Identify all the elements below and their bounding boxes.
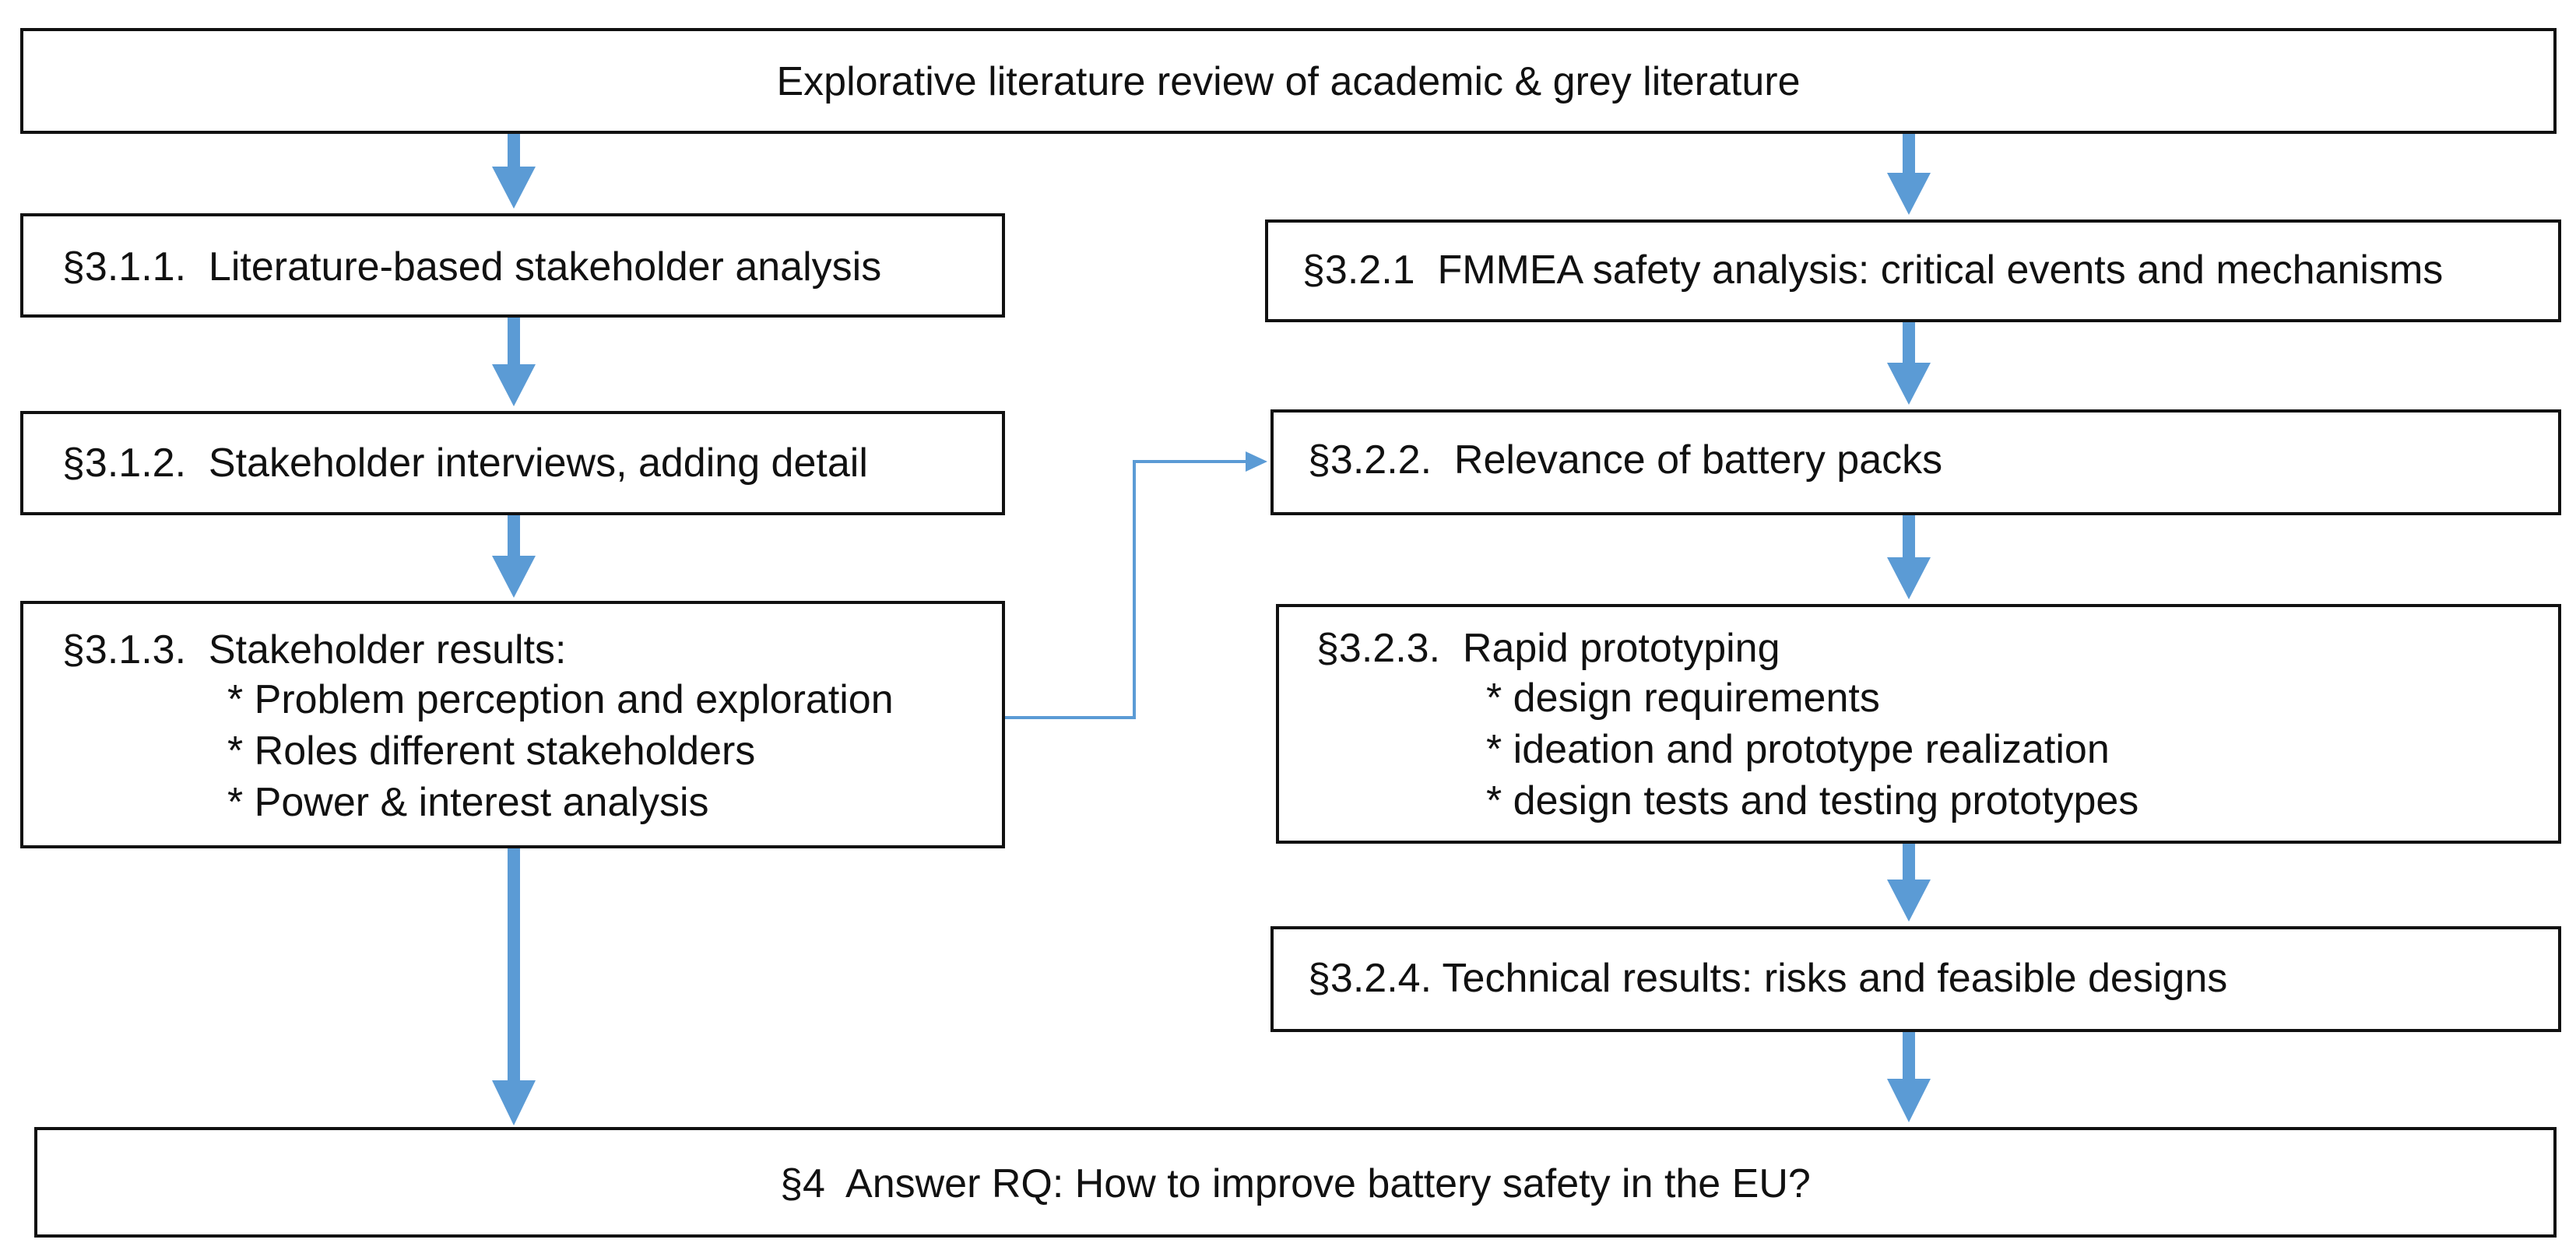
step-3-2-3-box bbox=[1276, 604, 2561, 844]
step-3-1-2-box bbox=[20, 411, 1005, 515]
answer-rq-box bbox=[34, 1127, 2557, 1238]
step-3-2-4-box bbox=[1270, 926, 2561, 1032]
step-3-1-1-box bbox=[20, 213, 1005, 318]
step-3-2-3-title: §3.2.3. Rapid prototyping bbox=[1316, 626, 1780, 671]
answer-rq-label: §4 Answer RQ: How to improve battery safety in the EU? bbox=[780, 1161, 1811, 1206]
arrow-313-to-final bbox=[492, 848, 536, 1125]
step-3-2-1-label: §3.2.1 FMMEA safety analysis: critical events and mechanisms bbox=[1302, 248, 2444, 293]
literature-review-label: Explorative literature review of academic & grey literature bbox=[776, 59, 1801, 104]
arrow-311-to-312 bbox=[492, 318, 536, 406]
step-3-1-3-box bbox=[20, 601, 1005, 848]
arrow-321-to-322 bbox=[1887, 322, 1931, 405]
step-3-1-1-label: §3.1.1. Literature-based stakeholder analysis bbox=[62, 244, 882, 290]
step-3-1-3-title: §3.1.3. Stakeholder results: bbox=[62, 627, 567, 672]
arrow-312-to-313 bbox=[492, 515, 536, 598]
step-3-2-1-box bbox=[1265, 219, 2561, 322]
arrow-top-to-311 bbox=[492, 134, 536, 209]
step-3-1-3-item: * Roles different stakeholders bbox=[227, 729, 756, 774]
step-3-2-3-item: * ideation and prototype realization bbox=[1486, 727, 2110, 772]
literature-review-box bbox=[20, 28, 2557, 134]
arrow-324-to-final bbox=[1887, 1032, 1931, 1122]
step-3-1-2-label: §3.1.2. Stakeholder interviews, adding detail bbox=[62, 441, 868, 486]
step-3-2-4-label: §3.2.4. Technical results: risks and feasible designs bbox=[1308, 956, 2228, 1001]
step-3-2-2-label: §3.2.2. Relevance of battery packs bbox=[1308, 437, 1943, 483]
arrow-323-to-324 bbox=[1887, 844, 1931, 922]
step-3-2-2-box bbox=[1270, 409, 2561, 515]
arrow-322-to-323 bbox=[1887, 515, 1931, 599]
connector-313-to-322 bbox=[1005, 451, 1267, 718]
step-3-1-3-item: * Power & interest analysis bbox=[227, 780, 709, 825]
step-3-1-3-item: * Problem perception and exploration bbox=[227, 677, 894, 722]
step-3-2-3-item: * design requirements bbox=[1486, 676, 1880, 721]
step-3-2-3-item: * design tests and testing prototypes bbox=[1486, 778, 2139, 823]
arrow-top-to-321 bbox=[1887, 134, 1931, 215]
